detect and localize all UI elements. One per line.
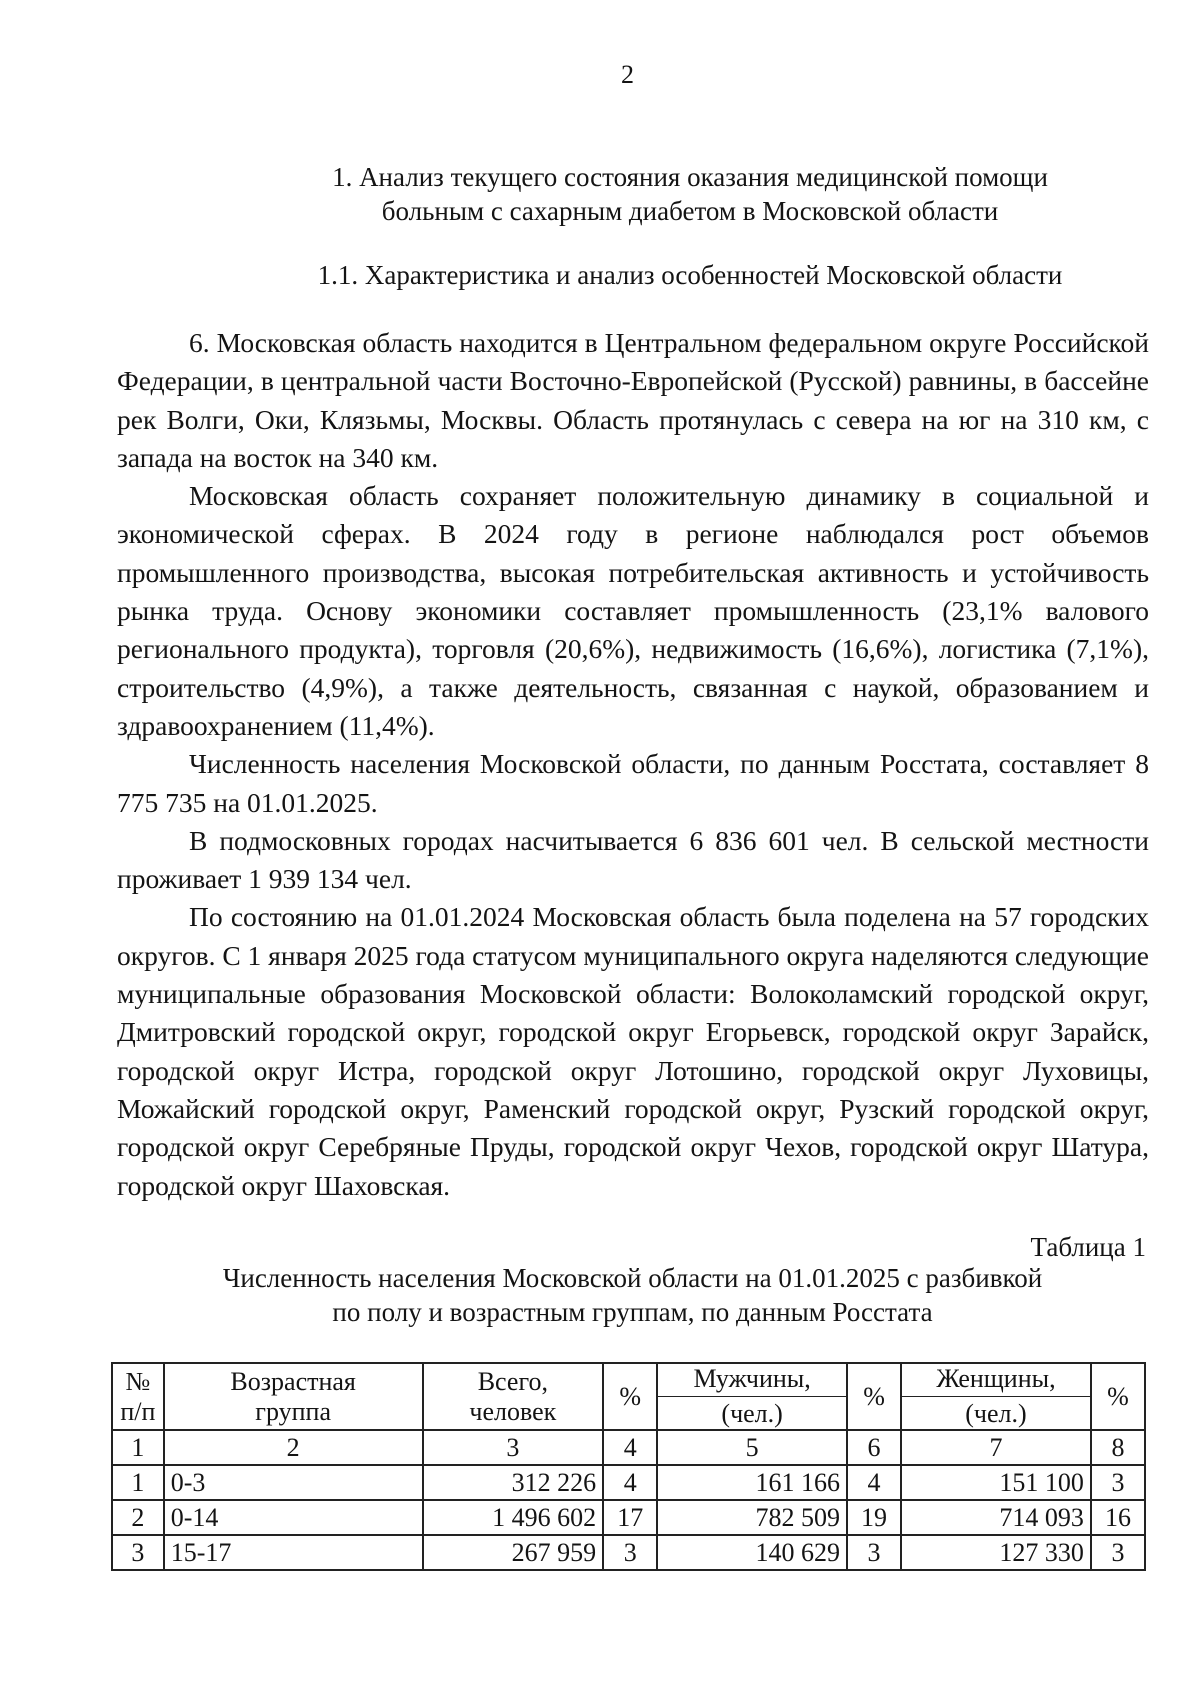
women-count: 714 093 — [901, 1500, 1091, 1535]
men-percent: 4 — [847, 1465, 901, 1500]
column-number-cell: 8 — [1091, 1430, 1145, 1465]
age-group: 15-17 — [164, 1535, 423, 1570]
row-number: 3 — [112, 1535, 164, 1570]
table-row — [112, 1500, 1145, 1535]
men-percent: 19 — [847, 1500, 901, 1535]
table-caption — [180, 1261, 1085, 1329]
paragraph-municipalities: По состоянию на 01.01.2024 Московская область была поделена на 57 городских округов. С 1 января 2025 года статусом муниципального округа наделяются следующие муниципальные образования Московской области: Волоколамский городской округ, Дмитровский городской округ, городской округ Егорьевск, городской округ Зарайск, городской округ Истра, городской округ Лотошино, городской округ Луховицы, Можайский городской округ, Раменский городской округ, Рузский городской округ, городской округ Серебряные Пруды, городской округ Чехов, городской округ Шатура, городской округ Шаховская. — [117, 901, 1149, 1201]
column-number-cell: 7 — [901, 1430, 1091, 1465]
column-number-cell: 4 — [603, 1430, 657, 1465]
men-percent: 3 — [847, 1535, 901, 1570]
paragraph-population: Численность населения Московской области, по данным Росстата, составляет 8 775 735 на 01.01.2025. — [117, 748, 1149, 818]
header-age-group: Возрастная группа — [164, 1363, 423, 1430]
column-number-cell: 2 — [164, 1430, 423, 1465]
total-percent: 17 — [603, 1500, 657, 1535]
column-number-cell: 5 — [657, 1430, 847, 1465]
women-count: 151 100 — [901, 1465, 1091, 1500]
total-percent: 4 — [603, 1465, 657, 1500]
total-percent: 3 — [603, 1535, 657, 1570]
row-number: 1 — [112, 1465, 164, 1500]
section-heading-line-2: больным с сахарным диабетом в Московской области — [381, 196, 999, 226]
women-count: 127 330 — [901, 1535, 1091, 1570]
column-number-cell: 6 — [847, 1430, 901, 1465]
men-count: 140 629 — [657, 1535, 847, 1570]
header-total: Всего, человек — [423, 1363, 604, 1430]
row-number: 2 — [112, 1500, 164, 1535]
body-text — [117, 324, 1149, 1205]
header-number: № п/п — [112, 1363, 164, 1430]
header-men-percent: % — [847, 1363, 901, 1430]
total-count: 312 226 — [423, 1465, 604, 1500]
women-percent: 3 — [1091, 1465, 1145, 1500]
header-women: Женщины, (чел.) — [901, 1363, 1091, 1430]
age-group: 0-14 — [164, 1500, 423, 1535]
women-percent: 16 — [1091, 1500, 1145, 1535]
subsection-heading: 1.1. Характеристика и анализ особенностей Московской области — [317, 260, 1063, 290]
men-count: 782 509 — [657, 1500, 847, 1535]
header-women-percent: % — [1091, 1363, 1145, 1430]
age-group: 0-3 — [164, 1465, 423, 1500]
column-number-cell: 1 — [112, 1430, 164, 1465]
column-number-cell: 3 — [423, 1430, 604, 1465]
men-count: 161 166 — [657, 1465, 847, 1500]
women-percent: 3 — [1091, 1535, 1145, 1570]
header-men: Мужчины, (чел.) — [657, 1363, 847, 1430]
section-heading — [100, 160, 1200, 228]
paragraph-location: 6. Московская область находится в Центральном федеральном округе Российской Федерации, в центральной части Восточно-Европейской (Русской) равнины, в бассейне рек Волги, Оки, Клязьмы, Москвы. Область протянулась с севера на юг на 310 км, с запада на восток на 340 км. — [117, 327, 1149, 473]
paragraph-economy: Московская область сохраняет положительную динамику в социальной и экономической сферах. В 2024 году в регионе наблюдался рост объемов промышленного производства, высокая потребительская активность и устойчивость рынка труда. Основу экономики составляет промышленность (23,1% валового регионального продукта), торговля (20,6%), недвижимость (16,6%), логистика (7,1%), строительство (4,9%), а также деятельность, связанная с наукой, образованием и здравоохранением (11,4%). — [117, 480, 1149, 741]
table-row — [112, 1535, 1145, 1570]
header-total-percent: % — [603, 1363, 657, 1430]
table-row — [112, 1465, 1145, 1500]
table-header-row — [112, 1363, 1145, 1430]
total-count: 1 496 602 — [423, 1500, 604, 1535]
population-table — [111, 1362, 1146, 1571]
paragraph-urban-rural: В подмосковных городах насчитывается 6 836 601 чел. В сельской местности проживает 1 939 134 чел. — [117, 824, 1149, 895]
page-number: 2 — [621, 60, 634, 89]
table-caption-line-1: Численность населения Московской области на 01.01.2025 с разбивкой — [222, 1263, 1043, 1293]
section-heading-line-1: 1. Анализ текущего состояния оказания медицинской помощи — [332, 162, 1048, 192]
table-caption-line-2: по полу и возрастным группам, по данным Росстата — [332, 1297, 933, 1327]
total-count: 267 959 — [423, 1535, 604, 1570]
column-number-row — [112, 1430, 1145, 1465]
table-number: Таблица 1 — [1030, 1232, 1146, 1262]
